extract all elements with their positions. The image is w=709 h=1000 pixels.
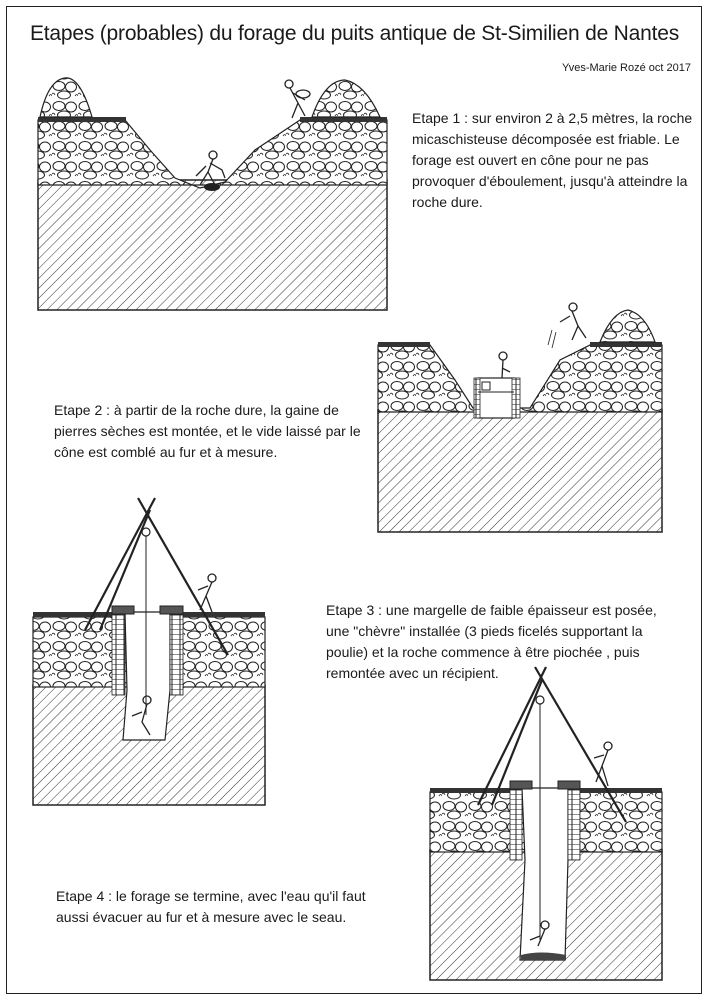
diagram-title: Etapes (probables) du forage du puits antique de St-Similien de Nantes — [29, 22, 680, 45]
step-2-text: Etape 2 : à partir de la roche dure, la gaine de pierres sèches est montée, et le vide laissé par le cône est comblé au fur et à mesure. — [54, 402, 361, 460]
author-credit: Yves-Marie Rozé oct 2017 — [561, 62, 691, 74]
figure-step-3 — [33, 498, 265, 805]
step-4-text: Etape 4 : le forage se termine, avec l'eau qu'il faut aussi évacuer au fur et à mesure avec le seau. — [56, 888, 366, 925]
step-3-text: Etape 3 : une margelle de faible épaisseur est posée, une "chèvre" installée (3 pieds ficelés supportant la poulie) et la roche commence à être piochée , puis remontée avec un récipient. — [326, 602, 657, 681]
step-1-text: Etape 1 : sur environ 2 à 2,5 mètres, la roche micaschisteuse décomposée est friable. Le forage est ouvert en cône pour ne pas provoquer d'éboulement, jusqu'à atteindre la roche dure. — [412, 110, 693, 210]
figure-step-4 — [430, 667, 662, 980]
figure-step-2 — [378, 303, 662, 532]
figure-step-1 — [38, 78, 387, 310]
